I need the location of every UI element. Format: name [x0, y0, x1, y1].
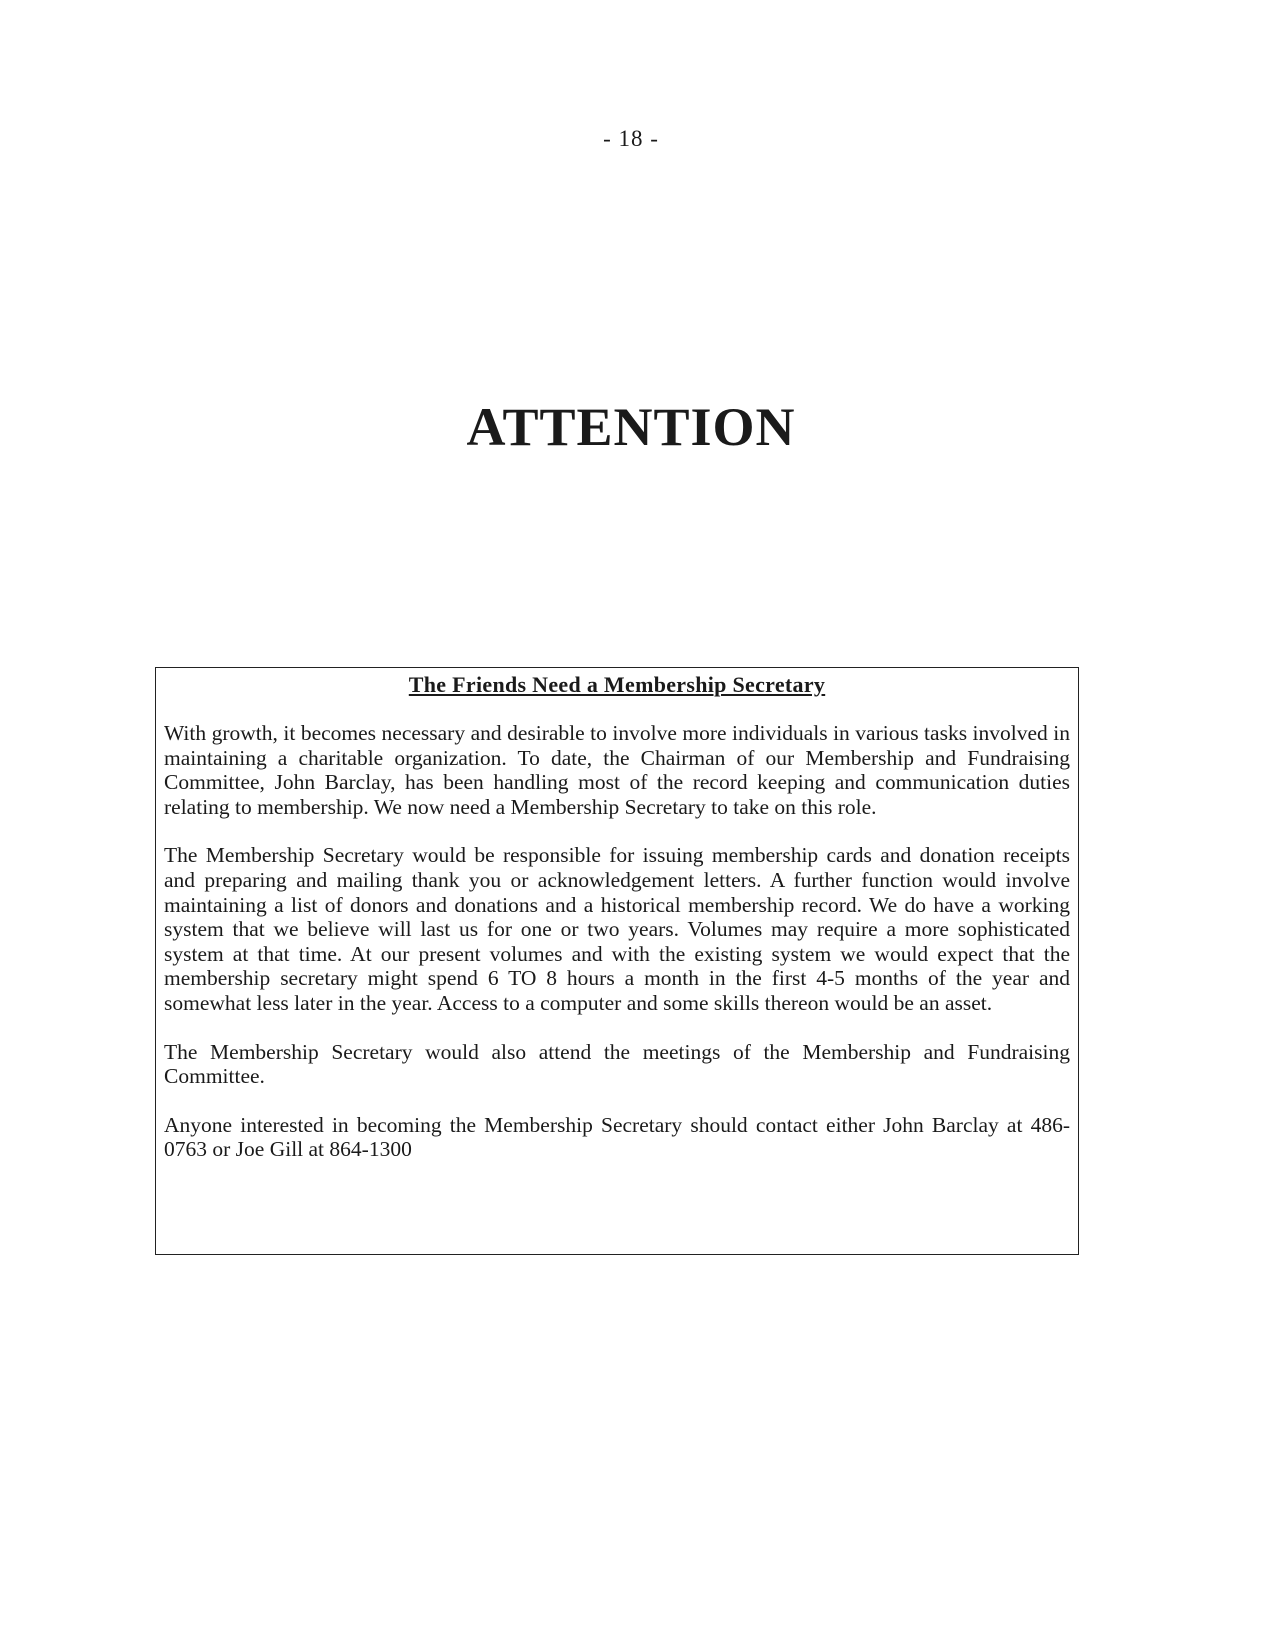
page-headline: ATTENTION: [466, 397, 796, 457]
notice-box: [155, 667, 1079, 1255]
page-number: - 18 -: [603, 126, 659, 151]
notice-paragraph-growth: With growth, it becomes necessary and desirable to involve more individuals in various tasks involved in maintaining a charitable organization. To date, the Chairman of our Membership and Fundraising Committee, John Barclay, has been handling most of the record keeping and communication duties relating to membership. We now need a Membership Secretary to take on this role.: [164, 721, 1070, 819]
notice-title: The Friends Need a Membership Secretary: [408, 672, 826, 697]
notice-paragraph-contact: Anyone interested in becoming the Membership Secretary should contact either John Barclay at 486-0763 or Joe Gill at 864-1300: [164, 1112, 1070, 1162]
notice-paragraph-responsibilities: The Membership Secretary would be responsible for issuing membership cards and donation receipts and preparing and mailing thank you or acknowledgement letters. A further function would involve maintaining a list of donors and donations and a historical membership record. We do have a working system that we believe will last us for one or two years. Volumes may require a more sophisticated system at that time. At our present volumes and with the existing system we would expect that the membership secretary might spend 6 TO 8 hours a month in the first 4-5 months of the year and somewhat less later in the year. Access to a computer and some skills thereon would be an asset.: [164, 843, 1070, 1015]
notice-paragraph-meetings: The Membership Secretary would also attend the meetings of the Membership and Fundraising Committee.: [164, 1039, 1070, 1089]
